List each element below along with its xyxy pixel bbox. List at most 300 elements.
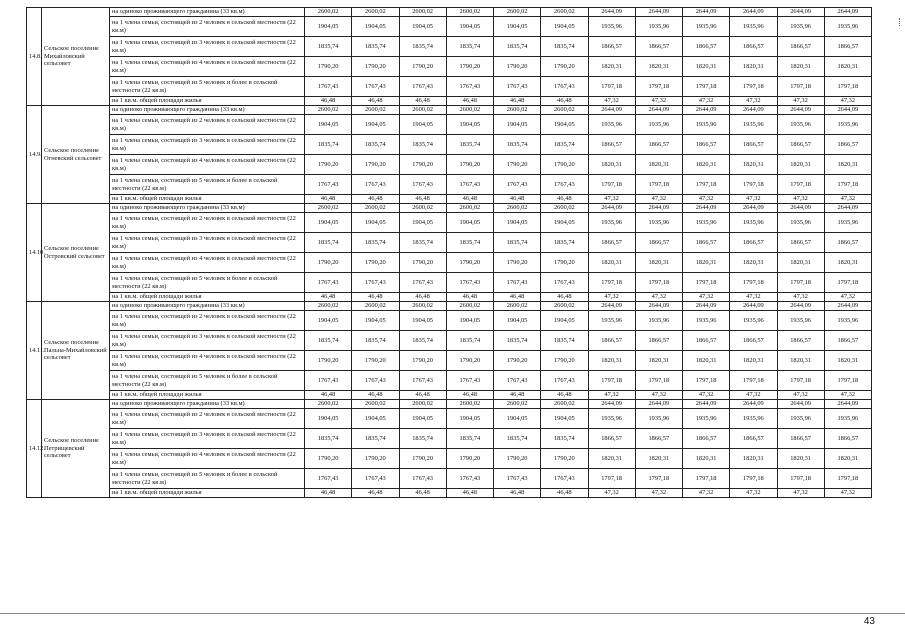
value-cell: 47,32: [777, 97, 824, 106]
value-cell: 1935,96: [588, 409, 635, 429]
value-cell: 1835,74: [399, 331, 446, 351]
value-cell: 1835,74: [541, 331, 588, 351]
value-cell: 1866,57: [777, 331, 824, 351]
value-cell: 1935,96: [824, 17, 871, 37]
value-cell: 2644,09: [777, 204, 824, 213]
value-cell: 1820,31: [683, 57, 730, 77]
value-cell: 1790,20: [541, 351, 588, 371]
value-cell: 1767,43: [305, 77, 352, 97]
value-cell: 47,32: [730, 195, 777, 204]
row-description: на 1 члена семьи, состоящей из 4 человек в сельской местности (22 кв.м): [110, 449, 305, 469]
value-cell: 1797,18: [777, 175, 824, 195]
page-number: 43: [863, 616, 875, 627]
value-cell: 1767,43: [305, 469, 352, 489]
value-cell: 1935,96: [588, 17, 635, 37]
value-cell: 1790,20: [352, 351, 399, 371]
table-row: [27, 331, 872, 351]
value-cell: 2600,02: [305, 204, 352, 213]
value-cell: 46,48: [446, 489, 493, 498]
value-cell: 1904,05: [305, 115, 352, 135]
value-cell: 1767,43: [494, 371, 541, 391]
value-cell: 1904,05: [305, 17, 352, 37]
value-cell: 1904,05: [305, 213, 352, 233]
value-cell: 47,32: [824, 195, 871, 204]
value-cell: 2644,09: [824, 400, 871, 409]
value-cell: 1835,74: [446, 331, 493, 351]
value-cell: 1790,20: [494, 57, 541, 77]
value-cell: 1820,31: [683, 449, 730, 469]
row-description: на 1 члена семьи, состоящей из 3 человек в сельской местности (22 кв.м): [110, 331, 305, 351]
value-cell: 1820,31: [777, 253, 824, 273]
value-cell: 1797,18: [683, 469, 730, 489]
value-cell: 1904,05: [541, 17, 588, 37]
value-cell: 1797,18: [777, 371, 824, 391]
value-cell: 2644,09: [730, 400, 777, 409]
value-cell: 1790,20: [305, 155, 352, 175]
value-cell: 1797,18: [588, 273, 635, 293]
value-cell: 1797,18: [777, 273, 824, 293]
row-description: на 1 члена семьи, состоящей из 3 человек в сельской местности (22 кв.м): [110, 233, 305, 253]
row-description: на 1 члена семьи, состоящей из 5 человек и более в сельской местности (22 кв.м): [110, 77, 305, 97]
value-cell: 1866,57: [588, 233, 635, 253]
row-description: на одиноко проживающего гражданина (33 кв.м): [110, 8, 305, 17]
value-cell: 1767,43: [399, 469, 446, 489]
value-cell: 1790,20: [541, 253, 588, 273]
value-cell: 1820,31: [730, 253, 777, 273]
value-cell: 1767,43: [399, 175, 446, 195]
value-cell: 1835,74: [399, 233, 446, 253]
value-cell: 2600,02: [541, 106, 588, 115]
value-cell: 2600,02: [494, 204, 541, 213]
value-cell: 1835,74: [305, 233, 352, 253]
value-cell: 1866,57: [824, 429, 871, 449]
value-cell: 1935,96: [824, 115, 871, 135]
value-cell: 47,32: [683, 293, 730, 302]
value-cell: 1904,05: [494, 115, 541, 135]
row-description: на 1 члена семьи, состоящей из 2 человек в сельской местности (22 кв.м): [110, 311, 305, 331]
value-cell: 1820,31: [824, 449, 871, 469]
value-cell: 1790,20: [305, 253, 352, 273]
value-cell: 46,48: [541, 97, 588, 106]
value-cell: 1935,96: [777, 115, 824, 135]
value-cell: 2600,02: [494, 8, 541, 17]
value-cell: 2600,02: [352, 204, 399, 213]
value-cell: 2600,02: [399, 106, 446, 115]
tariff-table: [26, 7, 872, 498]
value-cell: 1904,05: [494, 17, 541, 37]
value-cell: 1797,18: [635, 175, 682, 195]
row-description: на 1 члена семьи, состоящей из 2 человек в сельской местности (22 кв.м): [110, 17, 305, 37]
value-cell: 2644,09: [730, 302, 777, 311]
value-cell: 1866,57: [683, 429, 730, 449]
value-cell: 1835,74: [446, 233, 493, 253]
value-cell: 1904,05: [541, 115, 588, 135]
row-description: на одиноко проживающего гражданина (33 кв.м): [110, 106, 305, 115]
value-cell: 1820,31: [588, 155, 635, 175]
value-cell: 1904,05: [352, 409, 399, 429]
value-cell: 46,48: [399, 195, 446, 204]
value-cell: 47,32: [635, 391, 682, 400]
value-cell: 2644,09: [588, 302, 635, 311]
value-cell: 2644,09: [588, 106, 635, 115]
value-cell: 1835,74: [446, 135, 493, 155]
value-cell: 1904,05: [541, 213, 588, 233]
row-description: на 1 члена семьи, состоящей из 4 человек в сельской местности (22 кв.м): [110, 155, 305, 175]
value-cell: 1790,20: [446, 351, 493, 371]
table-row: [27, 400, 872, 409]
value-cell: 1797,18: [635, 77, 682, 97]
value-cell: 1935,96: [683, 409, 730, 429]
value-cell: 2600,02: [541, 400, 588, 409]
settlement-name: Сельское поселение Огневский сельсовет: [42, 106, 110, 204]
value-cell: 1935,96: [588, 213, 635, 233]
value-cell: 1935,96: [683, 115, 730, 135]
value-cell: 2644,09: [683, 106, 730, 115]
value-cell: 2644,09: [588, 400, 635, 409]
row-description: на одиноко проживающего гражданина (33 кв.м): [110, 204, 305, 213]
value-cell: 1767,43: [494, 77, 541, 97]
value-cell: 1820,31: [635, 351, 682, 371]
table-row: [27, 371, 872, 391]
value-cell: 2644,09: [730, 8, 777, 17]
value-cell: 1904,05: [446, 17, 493, 37]
value-cell: 1790,20: [494, 449, 541, 469]
value-cell: 1820,31: [777, 155, 824, 175]
value-cell: 1866,57: [777, 429, 824, 449]
value-cell: 1835,74: [352, 429, 399, 449]
value-cell: 1797,18: [824, 371, 871, 391]
value-cell: 2644,09: [635, 400, 682, 409]
value-cell: 47,32: [588, 293, 635, 302]
value-cell: 1797,18: [635, 273, 682, 293]
value-cell: 1820,31: [730, 351, 777, 371]
value-cell: 1835,74: [305, 331, 352, 351]
table-row: [27, 17, 872, 37]
value-cell: 46,48: [541, 293, 588, 302]
value-cell: 47,32: [588, 489, 635, 498]
value-cell: 1904,05: [352, 213, 399, 233]
value-cell: 2600,02: [399, 204, 446, 213]
value-cell: 1935,96: [777, 311, 824, 331]
value-cell: 1935,96: [730, 311, 777, 331]
value-cell: 1767,43: [352, 469, 399, 489]
table-row: [27, 175, 872, 195]
value-cell: 1935,96: [588, 115, 635, 135]
value-cell: 1904,05: [446, 213, 493, 233]
value-cell: 1866,57: [588, 37, 635, 57]
value-cell: 2644,09: [824, 302, 871, 311]
value-cell: 1820,31: [588, 449, 635, 469]
value-cell: 1935,96: [730, 409, 777, 429]
value-cell: 1790,20: [446, 253, 493, 273]
value-cell: 1767,43: [446, 175, 493, 195]
value-cell: 1767,43: [494, 175, 541, 195]
value-cell: 1866,57: [824, 37, 871, 57]
value-cell: 1820,31: [777, 449, 824, 469]
value-cell: 2644,09: [588, 8, 635, 17]
value-cell: 1935,96: [777, 409, 824, 429]
row-description: на 1 члена семьи, состоящей из 4 человек в сельской местности (22 кв.м): [110, 253, 305, 273]
value-cell: 1866,57: [588, 135, 635, 155]
value-cell: 2600,02: [446, 106, 493, 115]
value-cell: 2600,02: [352, 106, 399, 115]
value-cell: 1820,31: [824, 155, 871, 175]
value-cell: 2600,02: [352, 8, 399, 17]
value-cell: 1904,05: [305, 409, 352, 429]
value-cell: 1820,31: [777, 351, 824, 371]
value-cell: 1904,05: [446, 311, 493, 331]
value-cell: 2644,09: [777, 8, 824, 17]
value-cell: 47,32: [588, 97, 635, 106]
value-cell: 46,48: [494, 391, 541, 400]
value-cell: 2600,02: [446, 302, 493, 311]
value-cell: 1866,57: [824, 135, 871, 155]
value-cell: 47,32: [824, 97, 871, 106]
value-cell: 46,48: [446, 293, 493, 302]
value-cell: 1790,20: [352, 155, 399, 175]
value-cell: 46,48: [305, 391, 352, 400]
value-cell: 2600,02: [305, 400, 352, 409]
value-cell: 1935,96: [730, 213, 777, 233]
value-cell: 47,32: [730, 97, 777, 106]
table-row: [27, 77, 872, 97]
row-description: на 1 члена семьи, состоящей из 3 человек в сельской местности (22 кв.м): [110, 37, 305, 57]
value-cell: 1790,20: [305, 449, 352, 469]
value-cell: 1904,05: [399, 213, 446, 233]
value-cell: 1904,05: [399, 311, 446, 331]
row-description: на одиноко проживающего гражданина (33 кв.м): [110, 400, 305, 409]
value-cell: 2644,09: [777, 106, 824, 115]
value-cell: 1935,96: [683, 213, 730, 233]
row-description: на 1 члена семьи, состоящей из 4 человек в сельской местности (22 кв.м): [110, 351, 305, 371]
value-cell: 2644,09: [824, 106, 871, 115]
table-row: [27, 37, 872, 57]
value-cell: 1866,57: [824, 233, 871, 253]
value-cell: 1866,57: [683, 37, 730, 57]
value-cell: 46,48: [446, 391, 493, 400]
value-cell: 1904,05: [352, 17, 399, 37]
value-cell: 1797,18: [824, 469, 871, 489]
value-cell: 1790,20: [399, 449, 446, 469]
value-cell: 1866,57: [730, 37, 777, 57]
value-cell: 1820,31: [824, 57, 871, 77]
row-description: на 1 члена семьи, состоящей из 2 человек в сельской местности (22 кв.м): [110, 115, 305, 135]
value-cell: 1904,05: [446, 409, 493, 429]
value-cell: 1767,43: [446, 77, 493, 97]
value-cell: 1820,31: [683, 351, 730, 371]
value-cell: 47,32: [683, 195, 730, 204]
value-cell: 1904,05: [541, 409, 588, 429]
table-row: [27, 489, 872, 498]
value-cell: 1935,96: [824, 409, 871, 429]
value-cell: 1790,20: [446, 57, 493, 77]
value-cell: 1790,20: [305, 57, 352, 77]
table-row: [27, 115, 872, 135]
value-cell: 1767,43: [446, 273, 493, 293]
value-cell: 46,48: [446, 97, 493, 106]
value-cell: 1904,05: [494, 311, 541, 331]
value-cell: 1790,20: [399, 351, 446, 371]
value-cell: 1767,43: [494, 273, 541, 293]
value-cell: 1767,43: [446, 371, 493, 391]
value-cell: 1935,96: [588, 311, 635, 331]
row-number: 14.10.: [27, 204, 42, 302]
margin-mark: [899, 18, 902, 26]
value-cell: 46,48: [494, 195, 541, 204]
value-cell: 1797,18: [777, 77, 824, 97]
value-cell: 2600,02: [446, 204, 493, 213]
value-cell: 47,32: [730, 391, 777, 400]
value-cell: 1866,57: [777, 37, 824, 57]
value-cell: 1820,31: [730, 449, 777, 469]
value-cell: 47,32: [683, 489, 730, 498]
value-cell: 1935,96: [777, 17, 824, 37]
row-description: на 1 кв.м. общей площади жилья: [110, 97, 305, 106]
value-cell: 1790,20: [446, 449, 493, 469]
value-cell: 1790,20: [399, 253, 446, 273]
value-cell: 47,32: [777, 293, 824, 302]
value-cell: 1935,96: [824, 213, 871, 233]
value-cell: 1797,18: [588, 77, 635, 97]
row-description: на 1 члена семьи, состоящей из 5 человек и более в сельской местности (22 кв.м): [110, 175, 305, 195]
table-row: [27, 233, 872, 253]
value-cell: 1797,18: [730, 469, 777, 489]
value-cell: 2644,09: [777, 400, 824, 409]
value-cell: 2600,02: [494, 302, 541, 311]
value-cell: 1866,57: [683, 233, 730, 253]
value-cell: 47,32: [824, 489, 871, 498]
value-cell: 1904,05: [541, 311, 588, 331]
value-cell: 1790,20: [399, 155, 446, 175]
value-cell: 2600,02: [494, 400, 541, 409]
value-cell: 1935,96: [683, 17, 730, 37]
value-cell: 46,48: [352, 195, 399, 204]
value-cell: 1767,43: [541, 77, 588, 97]
value-cell: 1904,05: [494, 409, 541, 429]
value-cell: 1797,18: [635, 371, 682, 391]
value-cell: 2600,02: [399, 8, 446, 17]
value-cell: 1835,74: [494, 37, 541, 57]
value-cell: 2644,09: [824, 8, 871, 17]
value-cell: 1835,74: [305, 37, 352, 57]
value-cell: 2644,09: [824, 204, 871, 213]
value-cell: 46,48: [494, 489, 541, 498]
value-cell: 1767,43: [541, 175, 588, 195]
value-cell: 1935,96: [635, 213, 682, 233]
value-cell: 1835,74: [541, 37, 588, 57]
value-cell: 2644,09: [777, 302, 824, 311]
row-description: на 1 члена семьи, состоящей из 3 человек в сельской местности (22 кв.м): [110, 135, 305, 155]
value-cell: 46,48: [352, 293, 399, 302]
value-cell: 1866,57: [730, 135, 777, 155]
table-row: [27, 57, 872, 77]
value-cell: 1835,74: [399, 135, 446, 155]
value-cell: 1820,31: [588, 253, 635, 273]
value-cell: 1904,05: [352, 115, 399, 135]
value-cell: 1820,31: [635, 57, 682, 77]
value-cell: 1820,31: [683, 253, 730, 273]
value-cell: 1935,96: [730, 115, 777, 135]
value-cell: 1797,18: [730, 273, 777, 293]
value-cell: 1767,43: [352, 371, 399, 391]
value-cell: 1835,74: [305, 135, 352, 155]
value-cell: 1835,74: [352, 233, 399, 253]
value-cell: 1767,43: [305, 371, 352, 391]
value-cell: 46,48: [399, 489, 446, 498]
value-cell: 46,48: [494, 293, 541, 302]
value-cell: 1904,05: [494, 213, 541, 233]
value-cell: 1935,96: [635, 115, 682, 135]
value-cell: 1835,74: [352, 37, 399, 57]
value-cell: 47,32: [730, 489, 777, 498]
row-description: на 1 члена семьи, состоящей из 2 человек в сельской местности (22 кв.м): [110, 409, 305, 429]
value-cell: 46,48: [399, 97, 446, 106]
value-cell: 1820,31: [730, 155, 777, 175]
value-cell: 1767,43: [399, 77, 446, 97]
table-row: [27, 302, 872, 311]
value-cell: 1767,43: [494, 469, 541, 489]
table-row: [27, 213, 872, 233]
value-cell: 2644,09: [683, 8, 730, 17]
table-row: [27, 253, 872, 273]
value-cell: 1935,96: [730, 17, 777, 37]
value-cell: 46,48: [541, 489, 588, 498]
value-cell: 46,48: [352, 489, 399, 498]
value-cell: 1935,96: [824, 311, 871, 331]
value-cell: 1797,18: [683, 273, 730, 293]
value-cell: 47,32: [588, 195, 635, 204]
value-cell: 1904,05: [305, 311, 352, 331]
value-cell: 1767,43: [305, 273, 352, 293]
value-cell: 46,48: [399, 293, 446, 302]
value-cell: 47,32: [635, 97, 682, 106]
value-cell: 1790,20: [541, 155, 588, 175]
value-cell: 1935,96: [635, 409, 682, 429]
value-cell: 1767,43: [305, 175, 352, 195]
value-cell: 2644,09: [683, 302, 730, 311]
settlement-name: Сельское поселение Михайловский сельсовет: [42, 8, 110, 106]
value-cell: 1866,57: [824, 331, 871, 351]
row-number: 14.12.: [27, 400, 42, 498]
value-cell: 1866,57: [635, 135, 682, 155]
value-cell: 1835,74: [494, 135, 541, 155]
table-row: [27, 391, 872, 400]
value-cell: 1835,74: [541, 233, 588, 253]
value-cell: 1866,57: [683, 135, 730, 155]
value-cell: 46,48: [541, 195, 588, 204]
value-cell: 1790,20: [494, 351, 541, 371]
value-cell: 1767,43: [352, 273, 399, 293]
value-cell: 1797,18: [588, 469, 635, 489]
value-cell: 1797,18: [635, 469, 682, 489]
value-cell: 47,32: [635, 489, 682, 498]
value-cell: 1820,31: [824, 351, 871, 371]
value-cell: 1835,74: [446, 37, 493, 57]
value-cell: 47,32: [777, 195, 824, 204]
value-cell: 1835,74: [305, 429, 352, 449]
value-cell: 1835,74: [352, 331, 399, 351]
value-cell: 1904,05: [446, 115, 493, 135]
value-cell: 46,48: [352, 97, 399, 106]
table-row: [27, 135, 872, 155]
value-cell: 1820,31: [683, 155, 730, 175]
value-cell: 1790,20: [352, 253, 399, 273]
value-cell: 2600,02: [541, 302, 588, 311]
table-row: [27, 293, 872, 302]
value-cell: 1820,31: [730, 57, 777, 77]
value-cell: 1797,18: [824, 273, 871, 293]
value-cell: 1820,31: [635, 253, 682, 273]
